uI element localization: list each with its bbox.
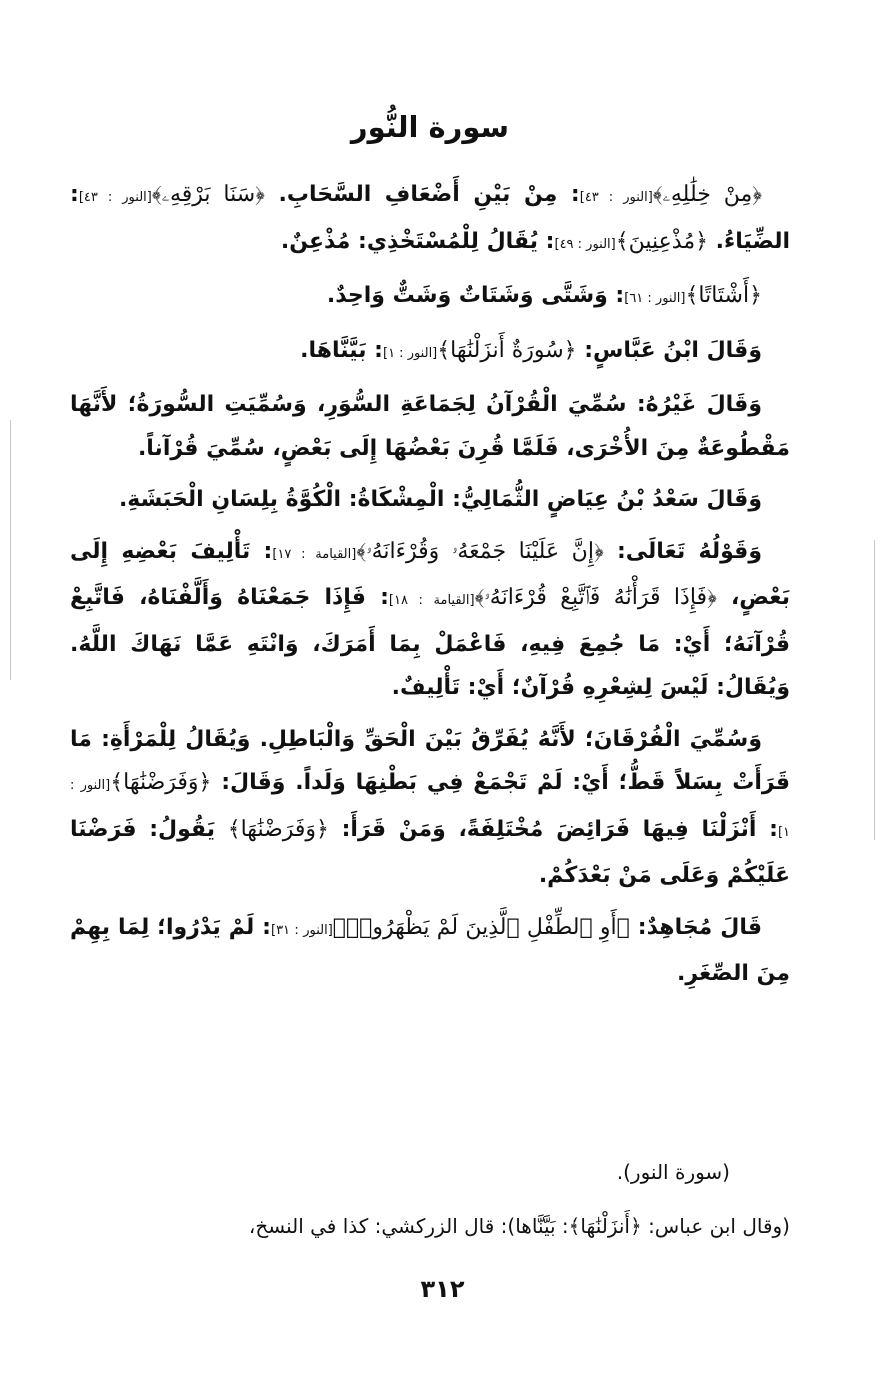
- paragraph: [70, 530, 790, 710]
- quran-quote: ﴿مِنْ خِلَٰلِهِۦ﴾: [652, 182, 762, 207]
- paragraph-text: وَقَالَ غَيْرُهُ: سُمِّيَ الْقُرْآنُ لِجَمَاعَةِ السُّوَرِ، وَسُمِّيَتِ السُّورَةُ؛ لأَنَّهَا مَقْطُوعَةٌ مِنَ الأُخْرَى، فَلَمَّا قُرِنَ بَعْضُهَا إِلَى بَعْضٍ، سُمِّيَ قُرْآناً.: [70, 392, 790, 461]
- quran-quote: ﴿فَإِذَا قَرَأْنَٰهُ فَٱتَّبِعْ قُرْءَانَهُۥ﴾: [474, 585, 717, 610]
- paragraph-text: : فَإِذَا جَمَعْنَاهُ وَأَلَّفْنَاهُ، فَاتَّبِعْ قُرْآنَهُ؛ أَيْ: مَا جُمِعَ فِيهِ، فَاعْمَلْ بِمَا أَمَرَكَ، وَانْتَهِ عَمَّا نَهَاكَ اللَّهُ. وَيُقَالُ: لَيْسَ لِشِعْرِهِ قُرْآنٌ؛ أَيْ: تَأْلِيفٌ.: [70, 585, 790, 700]
- paragraph: [70, 478, 790, 522]
- quran-quote: ﴿إِنَّ عَلَيْنَا جَمْعَهُۥ وَقُرْءَانَهُۥ﴾: [356, 538, 604, 564]
- quran-quote: ﴿مُذْعِنِينَ﴾: [615, 228, 709, 254]
- paragraph-text: يَقُولُ: فَرَضْنَا عَلَيْكُمْ وَعَلَى مَنْ بَعْدَكُمْ.: [70, 816, 790, 888]
- paragraph: [70, 383, 790, 470]
- paragraph-text: : أَنْزَلْنَا فِيهَا فَرَائِضَ مُخْتَلِفَةً، وَمَنْ قَرَأَ:: [328, 816, 778, 842]
- paragraph-text: : لَمْ يَدْرُوا؛ لِمَا بِهِمْ مِنَ الصِّغَرِ.: [70, 914, 790, 986]
- verse-reference: [النور : ٣١]: [270, 922, 333, 938]
- paragraph-text: : بَيَّنَّاهَا.: [300, 337, 383, 363]
- verse-reference: [النور : ٤٣]: [78, 190, 152, 205]
- verse-reference: [النور : ١]: [70, 778, 790, 840]
- verse-reference: [القيامة : ١٨]: [388, 593, 475, 608]
- verse-reference: [النور : ٦١]: [624, 291, 686, 306]
- scan-edge-mark-right: [874, 540, 875, 840]
- paragraph: [70, 274, 790, 321]
- paragraph-text: وَقَالَ ابْنُ عَبَّاسٍ:: [576, 337, 762, 363]
- quran-quote: ﴿وَفَرَضْنَٰهَا﴾: [227, 816, 329, 842]
- paragraph-text: وَسُمِّيَ الْفُرْقَانَ؛ لأَنَّهُ يُفَرِّقُ بَيْنَ الْحَقِّ وَالْبَاطِلِ. وَيُقَالُ لِلْمَرْأَةِ: مَا قَرَأَتْ بِسَلاً قَطُّ؛ أَيْ: لَمْ تَجْمَعْ فِي بَطْنِهَا وَلَداً. وَقَالَ:: [70, 726, 791, 795]
- paragraph-text: : يُقَالُ لِلْمُسْتَخْذِي: مُذْعِنٌ.: [280, 228, 555, 254]
- paragraph: [70, 906, 790, 996]
- paragraph-text: قَالَ مُجَاهِدٌ:: [629, 914, 762, 940]
- paragraph-text: : مِنْ بَيْنِ أَضْعَافِ السَّحَابِ.: [264, 182, 580, 207]
- page-number: ٣١٢: [420, 1275, 465, 1303]
- surah-title: سورة النُّور: [350, 110, 510, 144]
- verse-reference: [النور : ٤٩]: [554, 236, 616, 252]
- verse-reference: [النور : ١]: [382, 345, 438, 361]
- paragraph: [70, 329, 790, 376]
- verse-reference: [النور : ٤٣]: [579, 190, 653, 205]
- quran-quote: ﴿سُورَةٌ أَنزَلْنَٰهَا﴾: [437, 337, 577, 363]
- quran-quote: ﴿أَوِ ٱلطِّفْلِ ٱلَّذِينَ لَمْ يَظْهَرُوا۟﴾: [332, 914, 630, 940]
- footnote-line-2: (وقال ابن عباس: ﴿أَنزَلْنَٰهَا﴾: بَيَّنَّاها): قال الزركشي: كذا في النسخ،: [248, 1214, 790, 1238]
- footnotes: [70, 1152, 790, 1246]
- quran-quote: ﴿وَفَرَضْنَٰهَا﴾: [110, 770, 212, 795]
- paragraph-text: وَقَوْلُهُ تَعَالَى:: [603, 538, 762, 564]
- paragraph-text: : الضِّيَاءُ.: [70, 182, 790, 254]
- page-body: [70, 95, 790, 1004]
- commentary-text: [70, 173, 790, 996]
- footnote-line-1: (سورة النور).: [616, 1160, 730, 1184]
- paragraph-text: : وَشَتَّى وَشَتَاتٌ وَشَتٌّ وَاحِدٌ.: [326, 283, 625, 308]
- paragraph: [70, 173, 790, 266]
- paragraph-text: وَقَالَ سَعْدُ بْنُ عِيَاضٍ الثُّمَالِيُّ: الْمِشْكَاةُ: الْكُوَّةُ بِلِسَانِ الْحَبَشَةِ.: [118, 487, 762, 512]
- quran-quote: ﴿أَشْتَاتًا﴾: [685, 283, 762, 308]
- verse-reference: [القيامة : ١٧]: [272, 546, 357, 562]
- paragraph-text: : تَأْلِيفَ بَعْضِهِ إِلَى بَعْضٍ،: [70, 538, 790, 610]
- paragraph: [70, 718, 790, 898]
- quran-quote: ﴿سَنَا بَرْقِهِۦ﴾: [151, 182, 265, 207]
- scan-edge-mark-left: [10, 420, 11, 680]
